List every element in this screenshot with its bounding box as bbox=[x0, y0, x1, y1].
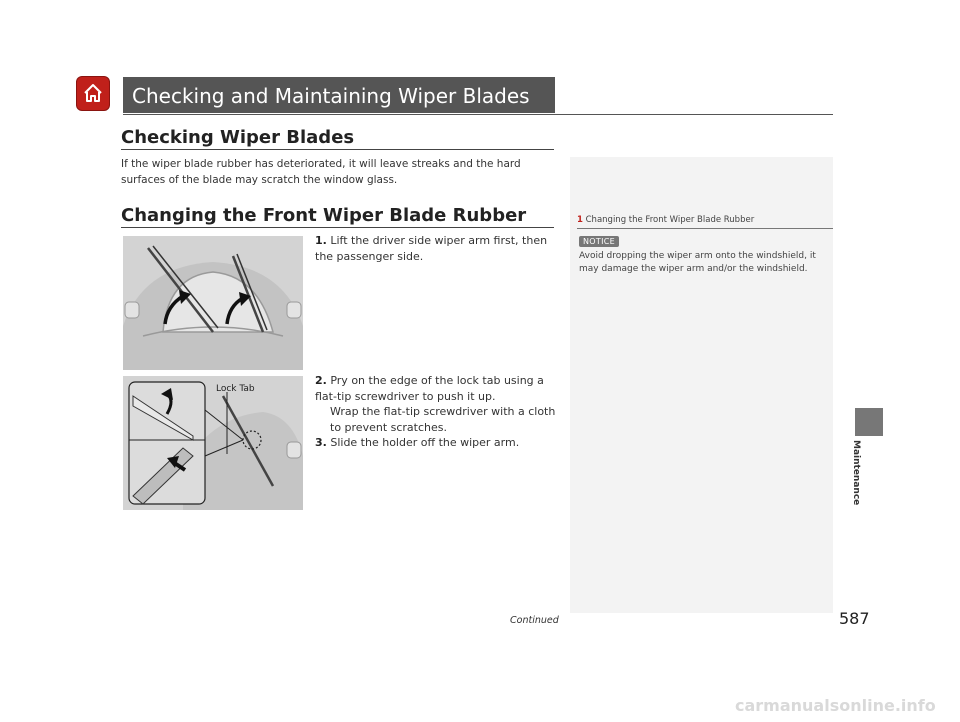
step-text: Pry on the edge of the lock tab using a flat-tip screwdriver to push it up. bbox=[315, 374, 544, 403]
reference-icon: 1 bbox=[577, 215, 583, 225]
section-heading-checking: Checking Wiper Blades bbox=[121, 127, 355, 148]
sidebar-heading bbox=[577, 215, 754, 225]
tab-label-text: Maintenance bbox=[851, 440, 861, 506]
lock-tab-illustration bbox=[123, 376, 303, 510]
step-text: Slide the holder off the wiper arm. bbox=[330, 436, 520, 449]
watermark: carmanualsonline.info bbox=[735, 696, 936, 715]
section-heading-changing: Changing the Front Wiper Blade Rubber bbox=[121, 205, 527, 226]
maintenance-tab[interactable] bbox=[855, 408, 883, 436]
heading-rule bbox=[121, 149, 554, 150]
title-rule bbox=[123, 114, 833, 115]
home-icon bbox=[82, 82, 104, 104]
step-number: 2. bbox=[315, 374, 327, 387]
continued-label: Continued bbox=[510, 615, 559, 626]
sidebar-panel bbox=[570, 157, 833, 613]
lock-tab-label: Lock Tab bbox=[216, 384, 255, 394]
home-button[interactable] bbox=[77, 77, 109, 110]
step-text: Lift the driver side wiper arm first, then the passenger side. bbox=[315, 234, 548, 263]
step-3 bbox=[315, 435, 560, 451]
section-paragraph: If the wiper blade rubber has deteriorated, it will leave streaks and the hard surfaces of the blade may scratch the window glass. bbox=[121, 158, 521, 186]
sidebar-heading-text[interactable]: Changing the Front Wiper Blade Rubber bbox=[585, 215, 755, 225]
step-subtext: Wrap the flat-tip screwdriver with a cloth to prevent scratches. bbox=[330, 405, 556, 434]
maintenance-tab-label bbox=[851, 440, 887, 510]
notice-text: Avoid dropping the wiper arm onto the windshield, it may damage the wiper arm and/or the windshield. bbox=[579, 251, 816, 274]
step-number: 3. bbox=[315, 436, 327, 449]
notice-badge: NOTICE bbox=[579, 236, 619, 247]
page-number: 587 bbox=[839, 609, 870, 628]
step-1 bbox=[315, 233, 560, 264]
heading-rule bbox=[121, 227, 554, 228]
wiper-lift-illustration bbox=[123, 236, 303, 370]
sidebar-rule bbox=[577, 228, 833, 229]
step-2 bbox=[315, 373, 560, 435]
page-title: Checking and Maintaining Wiper Blades bbox=[132, 84, 530, 108]
step-number: 1. bbox=[315, 234, 327, 247]
